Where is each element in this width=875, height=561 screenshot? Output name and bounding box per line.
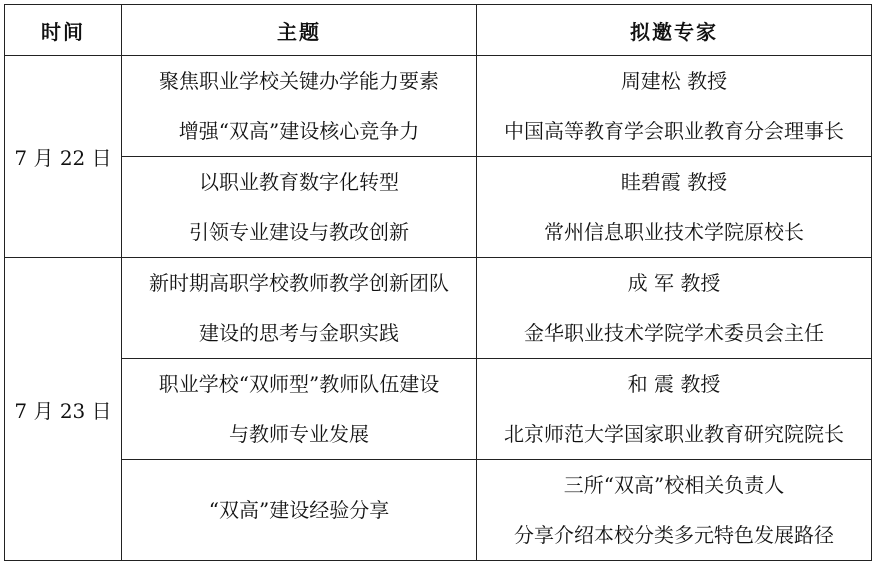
topic-line: 职业学校“双师型”教师队伍建设: [158, 372, 440, 396]
topic-line: 建设的思考与金职实践: [199, 321, 399, 345]
topic-line: 引领专业建设与教改创新: [189, 220, 409, 244]
expert-title: 金华职业技术学院学术委员会主任: [524, 321, 824, 345]
topic-line: 增强“双高”建设核心竞争力: [178, 119, 420, 143]
expert-cell: [477, 258, 872, 359]
expert-cell: [477, 359, 872, 460]
topic-line: 聚焦职业学校关键办学能力要素: [159, 69, 439, 93]
topic-line: 以职业教育数字化转型: [199, 170, 399, 194]
date-cell: 7 月 23 日: [5, 258, 122, 561]
expert-title: 中国高等教育学会职业教育分会理事长: [504, 119, 844, 143]
expert-cell: [477, 460, 872, 561]
expert-title: 分享介绍本校分类多元特色发展路径: [514, 523, 834, 547]
topic-cell: [122, 460, 477, 561]
header-topic: 主题: [122, 5, 477, 56]
table-row: [5, 460, 872, 561]
expert-title: 北京师范大学国家职业教育研究院院长: [504, 422, 844, 446]
expert-name: 三所“双高”校相关负责人: [563, 473, 785, 497]
expert-name: 周建松 教授: [620, 69, 728, 93]
topic-line: “双高”建设经验分享: [208, 498, 390, 522]
table-row: [5, 258, 872, 359]
table-row: [5, 56, 872, 157]
topic-line: 与教师专业发展: [229, 422, 369, 446]
expert-name: 成 军 教授: [627, 271, 721, 295]
expert-cell: [477, 157, 872, 258]
topic-line: 新时期高职学校教师教学创新团队: [149, 271, 449, 295]
header-time: 时间: [5, 5, 122, 56]
topic-cell: [122, 258, 477, 359]
topic-cell: [122, 157, 477, 258]
table-row: [5, 359, 872, 460]
expert-name: 眭碧霞 教授: [620, 170, 728, 194]
table-row: [5, 157, 872, 258]
header-expert: 拟邀专家: [477, 5, 872, 56]
expert-name: 和 震 教授: [627, 372, 721, 396]
expert-title: 常州信息职业技术学院原校长: [544, 220, 804, 244]
topic-cell: [122, 359, 477, 460]
expert-cell: [477, 56, 872, 157]
header-row: [5, 5, 872, 56]
topic-cell: [122, 56, 477, 157]
schedule-table: [4, 4, 872, 561]
date-cell: 7 月 22 日: [5, 56, 122, 258]
